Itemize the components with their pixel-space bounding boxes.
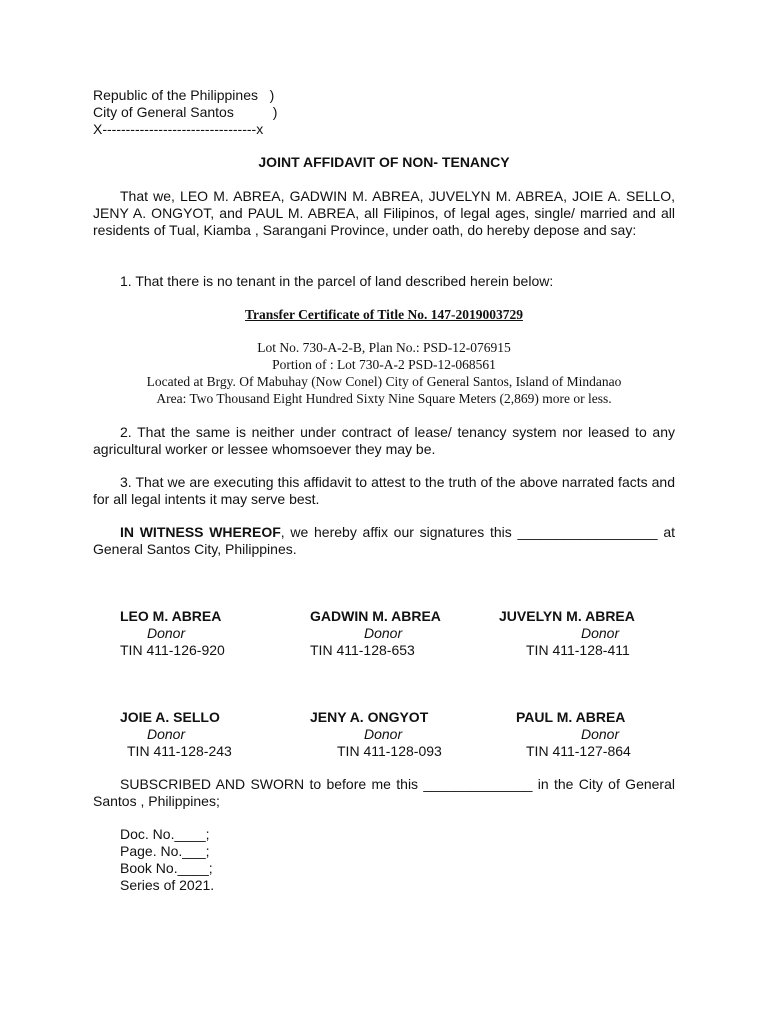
signatory-name: JOIE A. SELLO (120, 709, 220, 725)
signatory-role: Donor (147, 625, 186, 641)
tct-title: Transfer Certificate of Title No. 147-2019003729 (245, 307, 523, 322)
signatory-2 (310, 608, 500, 659)
venue-republic: Republic of the Philippines ) (93, 87, 275, 103)
series-year: Series of 2021. (120, 877, 215, 893)
property-area: Area: Two Thousand Eight Hundred Sixty Nine Square Meters (2,869) more or less. (156, 391, 612, 406)
signatory-role: Donor (147, 726, 186, 742)
signatory-role: Donor (581, 726, 620, 742)
intro-paragraph: That we, LEO M. ABREA, GADWIN M. ABREA, JUVELYN M. ABREA, JOIE A. SELLO, JENY A. ONGYOT, and PAUL M. ABREA, all Filipinos, of legal ages, single/ married and all residents of Tual, Kiamba , Sarangani Province, under oath, do hereby depose and say: (93, 188, 675, 238)
signatory-name: JENY A. ONGYOT (310, 709, 429, 725)
signatory-name: GADWIN M. ABREA (310, 608, 441, 624)
signatory-4 (120, 709, 310, 760)
signatory-tin: TIN 411-128-243 (127, 743, 232, 759)
signatory-tin: TIN 411-128-093 (337, 743, 442, 759)
page-number: Page. No.___; (120, 843, 210, 859)
witness-paragraph (93, 524, 675, 558)
signatory-1 (120, 608, 310, 659)
signatory-tin: TIN 411-128-653 (310, 642, 415, 658)
document-title: JOINT AFFIDAVIT OF NON- TENANCY (258, 154, 510, 170)
notarial-details (120, 826, 320, 894)
witness-lead: IN WITNESS WHEREOF (120, 524, 281, 540)
signatory-3 (499, 608, 689, 659)
signatory-role: Donor (364, 625, 403, 641)
signatory-tin: TIN 411-127-864 (526, 743, 631, 759)
venue-city: City of General Santos ) (93, 104, 278, 120)
lot-number: Lot No. 730-A-2-B, Plan No.: PSD-12-076915 (257, 340, 511, 355)
witness-rest: , we hereby affix our signatures this __________________ at General Santos City, Philippines. (93, 524, 675, 557)
venue-header (93, 87, 413, 138)
property-location: Located at Brgy. Of Mabuhay (Now Conel) City of General Santos, Island of Mindanao (146, 374, 622, 389)
signatory-tin: TIN 411-128-411 (526, 642, 630, 658)
signatory-5 (310, 709, 500, 760)
property-description (93, 306, 675, 407)
doc-number: Doc. No.____; (120, 826, 210, 842)
signatory-6 (516, 709, 706, 760)
signatory-name: LEO M. ABREA (120, 608, 222, 624)
item-1-paragraph: 1. That there is no tenant in the parcel of land described herein below: (120, 273, 554, 289)
signatory-tin: TIN 411-126-920 (120, 642, 225, 658)
signatory-role: Donor (581, 625, 620, 641)
jurat-paragraph: SUBSCRIBED AND SWORN to before me this ______________ in the City of General Santos , Philippines; (93, 776, 675, 809)
venue-separator: X---------------------------------x (93, 121, 264, 137)
item-3-paragraph: 3. That we are executing this affidavit to attest to the truth of the above narrated facts and for all legal intents it may serve best. (93, 474, 675, 507)
signatory-role: Donor (364, 726, 403, 742)
portion-of: Portion of : Lot 730-A-2 PSD-12-068561 (272, 357, 496, 372)
signatory-name: JUVELYN M. ABREA (499, 608, 635, 624)
book-number: Book No.____; (120, 860, 213, 876)
item-2-paragraph: 2. That the same is neither under contract of lease/ tenancy system nor leased to any agricultural worker or lessee whomsoever they may be. (93, 424, 675, 457)
signatory-name: PAUL M. ABREA (516, 709, 626, 725)
